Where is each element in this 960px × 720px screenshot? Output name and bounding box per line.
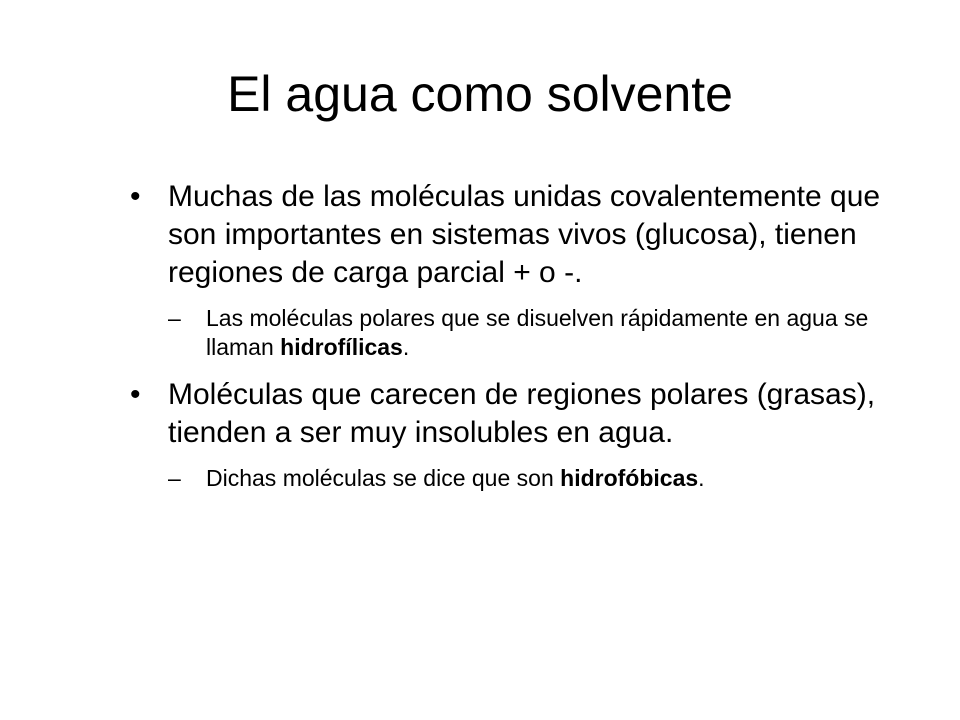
sub-bullet-text: Dichas moléculas se dice que son xyxy=(206,465,561,491)
slide-body xyxy=(130,178,920,507)
bullet-item-1 xyxy=(130,178,920,292)
sub-bullet-item-1 xyxy=(130,304,920,362)
dash-icon: – xyxy=(168,305,181,331)
slide-title: El agua como solvente xyxy=(227,66,733,122)
bullet-item-2 xyxy=(130,376,920,452)
sub-bullet-text: Las moléculas polares que se disuelven rápidamente en agua se llaman xyxy=(206,305,869,360)
bullet-text: Moléculas que carecen de regiones polares (grasas), tienden a ser muy insolubles en agua. xyxy=(168,378,876,449)
sub-bullet-item-2 xyxy=(130,464,920,493)
bold-term-hidrofilicas: hidrofílicas xyxy=(280,334,403,360)
sub-bullet-punct: . xyxy=(402,334,410,360)
bullet-icon: • xyxy=(130,378,141,411)
bullet-icon: • xyxy=(130,180,141,213)
bold-term-hidrofobicas: hidrofóbicas xyxy=(560,465,699,491)
dash-icon: – xyxy=(168,465,181,491)
bullet-text: Muchas de las moléculas unidas covalentemente que son importantes en sistemas vivos (glucosa), tienen regiones de carga parcial + o -. xyxy=(168,180,881,289)
sub-bullet-punct: . xyxy=(698,465,705,491)
